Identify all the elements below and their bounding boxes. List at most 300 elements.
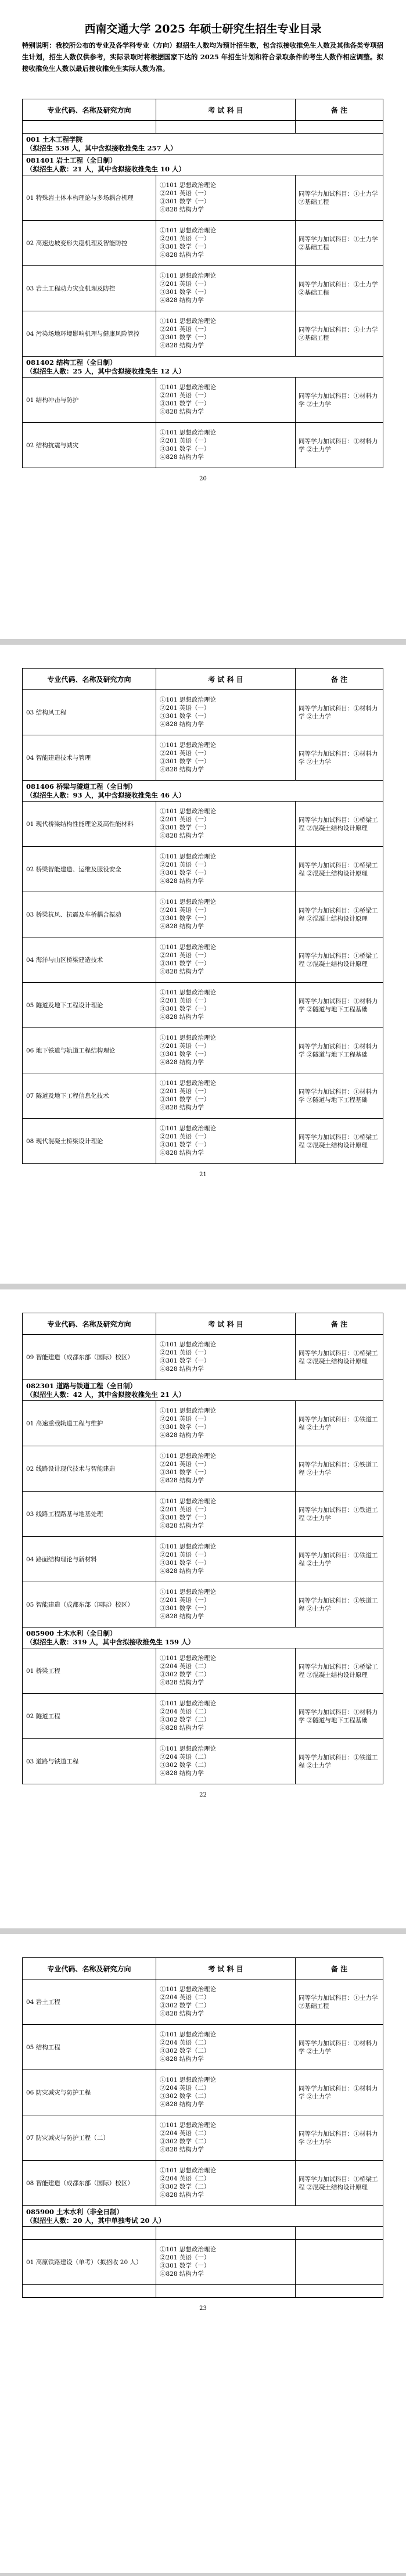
cell-remarks	[296, 2240, 383, 2284]
exam-subject: ③301 数学（一）	[160, 915, 210, 922]
cell-remarks	[296, 802, 383, 846]
table-row	[23, 892, 383, 937]
table-row	[23, 1073, 383, 1119]
remark-text	[299, 2240, 383, 2284]
cell-direction	[23, 1582, 156, 1627]
exam-subject: ④828 结构力学	[160, 342, 204, 349]
table-row	[23, 2025, 383, 2070]
cell-remarks	[296, 937, 383, 982]
exam-subject: ③301 数学（一）	[160, 1424, 210, 1431]
remark-text: 同等学力加试科目：①材料力学 ②土力学	[299, 2130, 378, 2146]
cell-remarks	[296, 1446, 383, 1491]
research-direction: 04 岩土工程	[26, 1998, 60, 2006]
remark-text: 同等学力加试科目：①铁道工程 ②土力学	[299, 1415, 378, 1431]
exam-subject: ③301 数学（一）	[160, 445, 210, 452]
remark-text: 同等学力加试科目：①土力学 ②基础工程	[299, 190, 378, 206]
table-row	[23, 847, 383, 892]
cell-remarks	[296, 378, 383, 422]
cell-exam	[156, 1537, 296, 1582]
exam-subject: ②201 英语（一）	[160, 1551, 210, 1558]
cell-remarks	[296, 2285, 383, 2298]
page-separator	[0, 1928, 406, 1934]
cell-exam	[156, 1492, 296, 1536]
exam-subject: ④828 结构力学	[160, 923, 204, 930]
exam-subject: ②201 英语（一）	[160, 190, 210, 197]
exam-subject: ④828 结构力学	[160, 1059, 204, 1066]
catalog-table	[22, 99, 383, 468]
remark-text: 同等学力加试科目：①土力学 ②基础工程	[299, 281, 378, 296]
page-number: 22	[199, 1792, 207, 1798]
cell-direction	[23, 221, 156, 265]
cell-remarks	[296, 983, 383, 1027]
exam-subject: ③301 数学（一）	[160, 713, 210, 720]
exam-subject: ②204 英语（二）	[160, 1754, 210, 1761]
cell-exam	[156, 802, 296, 846]
cell-direction	[23, 2115, 156, 2160]
exam-subject: ③301 数学（一）	[160, 824, 210, 831]
remark-text: 同等学力加试科目：①桥梁工程 ②混凝土结构设计原理	[299, 816, 378, 832]
remark-text: 同等学力加试科目：①材料力学 ②土力学	[299, 438, 378, 453]
cell-direction	[23, 892, 156, 937]
exam-subject: ③301 数学（一）	[160, 1141, 210, 1148]
exam-subject: ④828 结构力学	[160, 206, 204, 213]
cell-direction	[23, 1073, 156, 1118]
table-row	[23, 2115, 383, 2161]
exam-subject: ①101 思想政治理论	[160, 2031, 216, 2038]
exam-subject: ②204 英语（二）	[160, 2039, 210, 2046]
cell-direction	[23, 1739, 156, 1784]
remark-text: 同等学力加试科目：①材料力学 ②隧道与地下工程基础	[299, 1088, 378, 1104]
table-header	[23, 1313, 383, 1335]
remark-text: 同等学力加试科目：①材料力学 ②隧道与地下工程基础	[299, 1708, 378, 1724]
cell-exam	[156, 1648, 296, 1693]
cell-direction	[23, 423, 156, 468]
cell-remarks	[296, 1073, 383, 1118]
exam-subject: ④828 结构力学	[160, 766, 204, 773]
table-row	[23, 1335, 383, 1380]
table-row	[23, 1648, 383, 1694]
exam-subject: ④828 结构力学	[160, 2146, 204, 2153]
header-remarks: 备 注	[330, 1964, 348, 1973]
exam-subject: ①101 思想政治理论	[160, 1498, 216, 1505]
remark-text: 同等学力加试科目：①材料力学 ②土力学	[299, 705, 378, 720]
remark-text: 同等学力加试科目：①材料力学 ②土力学	[299, 392, 378, 408]
remark-text: 同等学力加试科目：①桥梁工程 ②混凝土结构设计原理	[299, 2175, 378, 2191]
exam-subject: ②201 英语（一）	[160, 750, 210, 757]
cell-exam	[156, 2227, 296, 2239]
table-row	[23, 690, 383, 735]
table-row	[23, 2161, 383, 2206]
exam-subject: ③301 数学（一）	[160, 758, 210, 765]
cell-direction	[23, 311, 156, 356]
section-heading-line: （拟招生人数：42 人，其中含拟接收推免生 21 人）	[26, 1391, 186, 1399]
cell-direction	[23, 1401, 156, 1446]
section-heading	[23, 781, 383, 802]
cell-exam	[156, 1739, 296, 1784]
cell-exam	[156, 735, 296, 780]
exam-subject: ②201 英语（一）	[160, 861, 210, 868]
exam-subject: ④828 结构力学	[160, 878, 204, 885]
exam-subject: ③301 数学（一）	[160, 289, 210, 296]
remark-text: 同等学力加试科目：①铁道工程 ②土力学	[299, 1461, 378, 1476]
exam-subject: ②204 英语（二）	[160, 1663, 210, 1670]
exam-subject: ①101 思想政治理论	[160, 2122, 216, 2129]
exam-subject: ④828 结构力学	[160, 408, 204, 415]
exam-subject: ④828 结构力学	[160, 2270, 204, 2277]
cell-direction	[23, 1694, 156, 1738]
header-remarks: 备 注	[330, 1320, 348, 1328]
section-heading-line: （拟招生人数：93 人，其中含拟接收推免生 46 人）	[26, 791, 186, 799]
exam-subject: ③301 数学（一）	[160, 1051, 210, 1058]
remark-text: 同等学力加试科目：①桥梁工程 ②混凝土结构设计原理	[299, 1349, 378, 1365]
table-row	[23, 2240, 383, 2285]
cell-direction	[23, 2240, 156, 2284]
research-direction: 04 污染场地环境影响机理与健康风险管控	[26, 330, 140, 337]
section-heading	[23, 134, 383, 155]
header-direction: 专业代码、名称及研究方向	[23, 1958, 156, 1979]
cell-exam	[156, 2161, 296, 2205]
table-header	[23, 669, 383, 690]
table-row	[23, 2070, 383, 2115]
exam-subject: ②201 英语（一）	[160, 1133, 210, 1140]
exam-subject: ④828 结构力学	[160, 1149, 204, 1156]
exam-subject: ①101 思想政治理论	[160, 808, 216, 815]
exam-subject: ③302 数学（二）	[160, 2047, 210, 2054]
exam-subject: ④828 结构力学	[160, 1613, 204, 1620]
cell-exam	[156, 1028, 296, 1073]
cell-remarks	[296, 1335, 383, 1379]
remark-text: 同等学力加试科目：①铁道工程 ②土力学	[299, 1597, 378, 1612]
exam-subject: ③301 数学（一）	[160, 400, 210, 407]
exam-subject: ①101 思想政治理论	[160, 1589, 216, 1596]
page-separator	[0, 2573, 406, 2576]
cell-exam	[156, 690, 296, 735]
cell-remarks	[296, 1401, 383, 1446]
exam-subject: ②201 英语（一）	[160, 1349, 210, 1356]
section-heading-line: （拟招生人数：21 人，其中含拟接收推免生 10 人）	[26, 165, 186, 173]
table-row	[23, 1979, 383, 2025]
exam-subject: ④828 结构力学	[160, 1014, 204, 1021]
exam-subject: ④828 结构力学	[160, 2010, 204, 2017]
catalog-table	[22, 1313, 383, 1784]
exam-subject: ③301 数学（一）	[160, 243, 210, 250]
exam-subject: ④828 结构力学	[160, 1366, 204, 1373]
cell-direction	[23, 1028, 156, 1073]
exam-subject: ②201 英语（一）	[160, 2254, 210, 2261]
research-direction: 09 智能建造（成都东部（国际）校区）	[26, 1353, 134, 1361]
cell-exam	[156, 2285, 296, 2298]
table-row	[23, 1401, 383, 1446]
section-heading-line: 001 土木工程学院	[26, 135, 83, 143]
cell-remarks	[296, 847, 383, 892]
exam-subject: ③302 数学（二）	[160, 1762, 210, 1769]
remark-text: 同等学力加试科目：①铁道工程 ②土力学	[299, 1506, 378, 1522]
exam-subject: ④828 结构力学	[160, 2191, 204, 2198]
exam-subject: ②201 英语（一）	[160, 1506, 210, 1513]
section-heading-line: 081406 桥梁与隧道工程（全日制）	[26, 782, 137, 791]
table-row	[23, 266, 383, 311]
header-exam: 考 试 科 目	[156, 1958, 296, 1979]
exam-subject: ③301 数学（一）	[160, 1005, 210, 1012]
cell-remarks	[296, 2025, 383, 2070]
remark-text: 同等学力加试科目：①材料力学 ②隧道与地下工程基础	[299, 997, 378, 1013]
exam-subject: ①101 思想政治理论	[160, 1407, 216, 1414]
research-direction: 03 结构风工程	[26, 709, 67, 716]
cell-exam	[156, 983, 296, 1027]
cell-remarks	[296, 1648, 383, 1693]
exam-subject: ②201 英语（一）	[160, 281, 210, 288]
cell-remarks	[296, 1979, 383, 2024]
cell-exam	[156, 937, 296, 982]
exam-subject: ④828 结构力学	[160, 252, 204, 258]
research-direction: 04 海洋与山区桥梁建造技术	[26, 956, 103, 964]
cell-remarks	[296, 266, 383, 311]
exam-subject: ③302 数学（二）	[160, 1716, 210, 1723]
section-heading-line: （拟招生人数：319 人，其中含拟接收推免生 159 人）	[26, 1638, 195, 1646]
cell-direction	[23, 1537, 156, 1582]
section-heading-line: 081401 岩土工程（全日制）	[26, 156, 117, 164]
remark-text: 同等学力加试科目：①铁道工程 ②土力学	[299, 1551, 378, 1567]
cell-remarks	[296, 735, 383, 780]
section-heading	[23, 155, 383, 175]
cell-direction	[23, 266, 156, 311]
exam-subject: ④828 结构力学	[160, 1522, 204, 1529]
cell-exam	[156, 1582, 296, 1627]
table-row	[23, 1028, 383, 1073]
exam-subject: ④828 结构力学	[160, 1568, 204, 1575]
remark-text: 同等学力加试科目：①土力学 ②基础工程	[299, 235, 378, 251]
cell-remarks	[296, 2161, 383, 2205]
exam-subject: ②201 英语（一）	[160, 1461, 210, 1468]
exam-subject: ④828 结构力学	[160, 721, 204, 728]
exam-subject: ④828 结构力学	[160, 1104, 204, 1111]
cell-direction	[23, 1648, 156, 1693]
research-direction: 01 结构冲击与防护	[26, 396, 79, 404]
exam-subject: ①101 思想政治理论	[160, 1125, 216, 1132]
research-direction: 08 智能建造（成都东部（国际）校区）	[26, 2179, 134, 2187]
table-row	[23, 221, 383, 266]
table-row	[23, 1119, 383, 1164]
cell-direction	[23, 1492, 156, 1536]
special-notice: 特别说明：我校所公布的专业及各学科专业（方向）拟招生人数均为预计招生数，包含拟接收推免生人数及其他各类专项招生计划，招生人数仅供参考，实际录取时将根据国家下达的 2025 年招生计划和符合录取条件的考生人数作相应调整。拟接收推免生人数以最后接收推免生实际人数为准。	[22, 41, 383, 73]
page-number: 20	[199, 476, 207, 482]
remark-text: 同等学力加试科目：①材料力学 ②隧道与地下工程基础	[299, 1043, 378, 1058]
cell-remarks	[296, 690, 383, 735]
research-direction: 02 高速边坡变形失稳机理及智能防控	[26, 239, 128, 247]
exam-subject: ②201 英语（一）	[160, 326, 210, 333]
document-page	[0, 0, 406, 639]
research-direction: 06 地下铁道与轨道工程结构理论	[26, 1047, 116, 1054]
research-direction: 08 现代混凝土桥梁设计理论	[26, 1138, 103, 1145]
exam-subject: ①101 思想政治理论	[160, 989, 216, 996]
table-row-empty	[23, 2285, 383, 2298]
exam-subject: ①101 思想政治理论	[160, 272, 216, 279]
cell-direction	[23, 2161, 156, 2205]
cell-direction	[23, 2227, 156, 2239]
exam-subject: ③302 数学（二）	[160, 2183, 210, 2190]
page-number: 21	[199, 1172, 207, 1178]
header-direction: 专业代码、名称及研究方向	[23, 99, 156, 120]
cell-exam	[156, 1979, 296, 2024]
research-direction: 02 线路设计现代技术与智能建造	[26, 1465, 116, 1472]
table-row-empty	[23, 2227, 383, 2240]
exam-subject: ②201 英语（一）	[160, 392, 210, 399]
cell-exam	[156, 311, 296, 356]
research-direction: 02 结构抗震与减灾	[26, 442, 79, 449]
exam-subject: ③301 数学（一）	[160, 198, 210, 205]
cell-remarks	[296, 1119, 383, 1164]
header-direction: 专业代码、名称及研究方向	[23, 669, 156, 689]
exam-subject: ①101 思想政治理论	[160, 429, 216, 436]
remark-text: 同等学力加试科目：①材料力学 ②土力学	[299, 2039, 378, 2055]
research-direction: 07 隧道及地下工程信息化技术	[26, 1092, 109, 1100]
cell-direction	[23, 1446, 156, 1491]
exam-subject: ②201 英语（一）	[160, 1043, 210, 1050]
exam-subject: ③301 数学（一）	[160, 1514, 210, 1521]
table-row	[23, 423, 383, 468]
cell-exam	[156, 175, 296, 220]
exam-subject: ④828 结构力学	[160, 1432, 204, 1439]
cell-exam	[156, 2240, 296, 2284]
cell-direction	[23, 2285, 156, 2298]
exam-subject: ④828 结构力学	[160, 968, 204, 975]
research-direction: 02 隧道工程	[26, 1712, 60, 1720]
table-row	[23, 311, 383, 357]
research-direction: 07 防灾减灾与防护工程（二）	[26, 2134, 109, 2142]
exam-subject: ④828 结构力学	[160, 1770, 204, 1777]
table-row	[23, 1537, 383, 1582]
exam-subject: ③302 数学（二）	[160, 1671, 210, 1678]
remark-text: 同等学力加试科目：①桥梁工程 ②混凝土结构设计原理	[299, 1134, 378, 1149]
cell-remarks	[296, 1582, 383, 1627]
document-page	[0, 645, 406, 1284]
exam-subject: ③301 数学（一）	[160, 870, 210, 876]
exam-subject: ②201 英语（一）	[160, 816, 210, 823]
cell-exam	[156, 221, 296, 265]
exam-subject: ②201 英语（一）	[160, 907, 210, 914]
table-row-empty	[23, 121, 383, 134]
research-direction: 02 桥梁智能建造、运维及服役安全	[26, 865, 121, 873]
exam-subject: ①101 思想政治理论	[160, 227, 216, 234]
page-title: 西南交通大学 2025 年硕士研究生招生专业目录	[84, 23, 322, 35]
cell-remarks	[296, 2070, 383, 2115]
research-direction: 03 岩土工程动力灾变机理及防控	[26, 285, 116, 292]
header-exam: 考 试 科 目	[156, 1313, 296, 1334]
exam-subject: ①101 思想政治理论	[160, 182, 216, 189]
remark-text: 同等学力加试科目：①土力学 ②基础工程	[299, 1994, 378, 2010]
table-row	[23, 1739, 383, 1784]
cell-exam	[156, 892, 296, 937]
exam-subject: ②201 英语（一）	[160, 1415, 210, 1422]
cell-direction	[23, 735, 156, 780]
exam-subject: ①101 思想政治理论	[160, 2167, 216, 2174]
exam-subject: ④828 结构力学	[160, 832, 204, 839]
exam-subject: ②201 英语（一）	[160, 952, 210, 959]
research-direction: 01 现代桥梁结构性能理论及高性能材料	[26, 820, 134, 828]
section-heading	[23, 1627, 383, 1648]
exam-subject: ④828 结构力学	[160, 454, 204, 461]
section-heading-line: 082301 道路与铁道工程（全日制）	[26, 1382, 137, 1390]
table-row	[23, 937, 383, 983]
section-heading-line: 085900 土木水利（非全日制）	[26, 2208, 124, 2216]
cell-exam	[156, 1335, 296, 1379]
exam-subject: ③301 数学（一）	[160, 1605, 210, 1612]
research-direction: 03 道路与铁道工程	[26, 1758, 79, 1765]
research-direction: 05 结构工程	[26, 2043, 60, 2051]
cell-remarks	[296, 1694, 383, 1738]
exam-subject: ①101 思想政治理论	[160, 1080, 216, 1087]
cell-remarks	[296, 121, 383, 133]
research-direction: 01 桥梁工程	[26, 1667, 60, 1675]
remark-text: 同等学力加试科目：①土力学 ②基础工程	[299, 326, 378, 342]
cell-direction	[23, 1979, 156, 2024]
cell-remarks	[296, 1739, 383, 1784]
exam-subject: ②204 英语（二）	[160, 2085, 210, 2092]
cell-exam	[156, 2115, 296, 2160]
table-row	[23, 1582, 383, 1627]
section-heading-line: 085900 土木水利（全日制）	[26, 1629, 117, 1637]
cell-direction	[23, 690, 156, 735]
exam-subject: ①101 思想政治理论	[160, 1034, 216, 1041]
page-separator	[0, 639, 406, 645]
remark-text: 同等学力加试科目：①材料力学 ②土力学	[299, 2085, 378, 2100]
exam-subject: ①101 思想政治理论	[160, 318, 216, 325]
exam-subject: ③302 数学（二）	[160, 2002, 210, 2009]
cell-exam	[156, 1446, 296, 1491]
research-direction: 05 智能建造（成都东部（国际）校区）	[26, 1601, 134, 1608]
cell-remarks	[296, 1028, 383, 1073]
exam-subject: ①101 思想政治理论	[160, 2246, 216, 2253]
remark-text: 同等学力加试科目：①铁道工程 ②土力学	[299, 1754, 378, 1769]
exam-subject: ③301 数学（一）	[160, 1357, 210, 1364]
document-page	[0, 1289, 406, 1928]
research-direction: 01 特殊岩土体本构理论与多场耦合机理	[26, 194, 134, 202]
section-heading	[23, 357, 383, 378]
exam-subject: ①101 思想政治理论	[160, 696, 216, 703]
exam-subject: ④828 结构力学	[160, 1477, 204, 1484]
section-heading	[23, 1380, 383, 1401]
exam-subject: ①101 思想政治理论	[160, 2076, 216, 2083]
cell-exam	[156, 378, 296, 422]
exam-subject: ③301 数学（一）	[160, 334, 210, 341]
cell-direction	[23, 1335, 156, 1379]
remark-text: 同等学力加试科目：①桥梁工程 ②混凝土结构设计原理	[299, 907, 378, 922]
cell-remarks	[296, 311, 383, 356]
exam-subject: ③301 数学（一）	[160, 1096, 210, 1103]
remark-text: 同等学力加试科目：①桥梁工程 ②混凝土结构设计原理	[299, 952, 378, 968]
exam-subject: ①101 思想政治理论	[160, 384, 216, 391]
page-number: 23	[199, 2305, 207, 2312]
research-direction: 05 隧道及地下工程设计理论	[26, 1001, 103, 1009]
cell-remarks	[296, 175, 383, 220]
table-row	[23, 983, 383, 1028]
cell-direction	[23, 937, 156, 982]
cell-remarks	[296, 2227, 383, 2239]
cell-exam	[156, 1401, 296, 1446]
header-exam: 考 试 科 目	[156, 669, 296, 689]
document-page	[0, 1934, 406, 2573]
cell-remarks	[296, 1537, 383, 1582]
cell-direction	[23, 983, 156, 1027]
cell-direction	[23, 1119, 156, 1164]
exam-subject: ②201 英语（一）	[160, 235, 210, 242]
table-header	[23, 1958, 383, 1979]
cell-direction	[23, 847, 156, 892]
exam-subject: ③301 数学（一）	[160, 1469, 210, 1476]
cell-exam	[156, 423, 296, 468]
cell-remarks	[296, 1492, 383, 1536]
cell-remarks	[296, 2115, 383, 2160]
